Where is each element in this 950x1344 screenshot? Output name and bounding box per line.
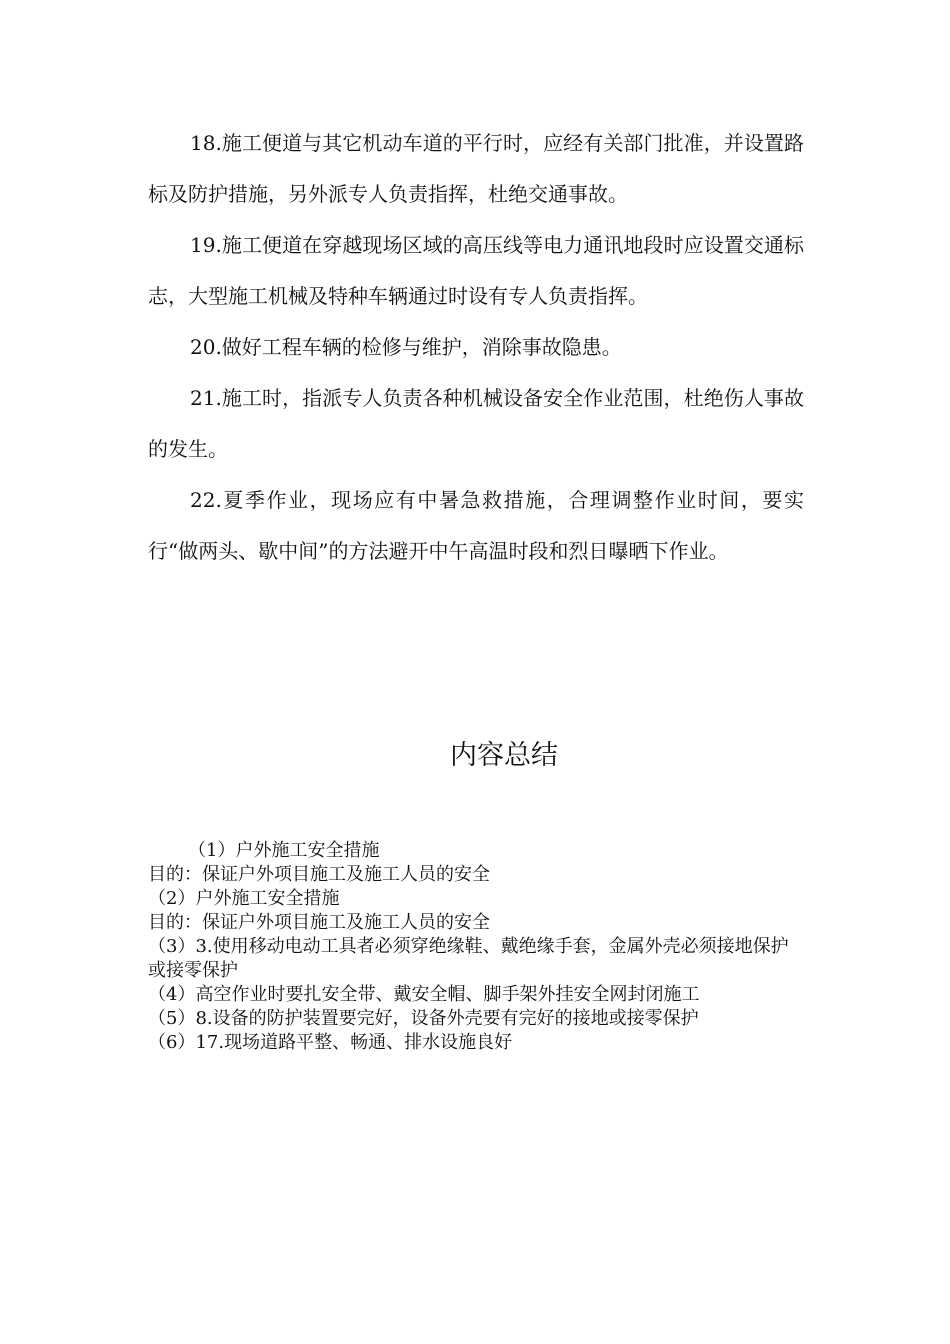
body-text — [148, 118, 804, 577]
summary-line: （5）8.设备的防护装置要完好，设备外壳要有完好的接地或接零保护 — [148, 1008, 699, 1029]
summary-list — [148, 839, 804, 1055]
paragraph-21: 21.施工时，指派专人负责各种机械设备安全作业范围，杜绝伤人事故的发生。 — [148, 386, 804, 461]
summary-line: 目的：保证户外项目施工及施工人员的安全 — [148, 864, 490, 885]
summary-line: （1）户外施工安全措施 — [188, 840, 380, 861]
summary-line: （3）3.使用移动电动工具者必须穿绝缘鞋、戴绝缘手套，金属外壳必须接地保护或接零保护 — [148, 936, 789, 981]
paragraph-18: 18.施工便道与其它机动车道的平行时，应经有关部门批准，并设置路标及防护措施，另外派专人负责指挥，杜绝交通事故。 — [148, 131, 804, 206]
summary-line: （4）高空作业时要扎安全带、戴安全帽、脚手架外挂安全网封闭施工 — [148, 984, 700, 1005]
summary-line: （6）17.现场道路平整、畅通、排水设施良好 — [148, 1032, 513, 1053]
paragraph-19: 19.施工便道在穿越现场区域的高压线等电力通讯地段时应设置交通标志，大型施工机械及特种车辆通过时设有专人负责指挥。 — [148, 233, 804, 308]
paragraph-22: 22.夏季作业，现场应有中暑急救措施，合理调整作业时间，要实行“做两头、歇中间”的方法避开中午高温时段和烈日曝晒下作业。 — [148, 488, 804, 563]
summary-line: （2）户外施工安全措施 — [148, 888, 340, 909]
paragraph-20: 20.做好工程车辆的检修与维护，消除事故隐患。 — [190, 335, 622, 359]
summary-title: 内容总结 — [450, 740, 558, 771]
summary-line: 目的：保证户外项目施工及施工人员的安全 — [148, 912, 490, 933]
